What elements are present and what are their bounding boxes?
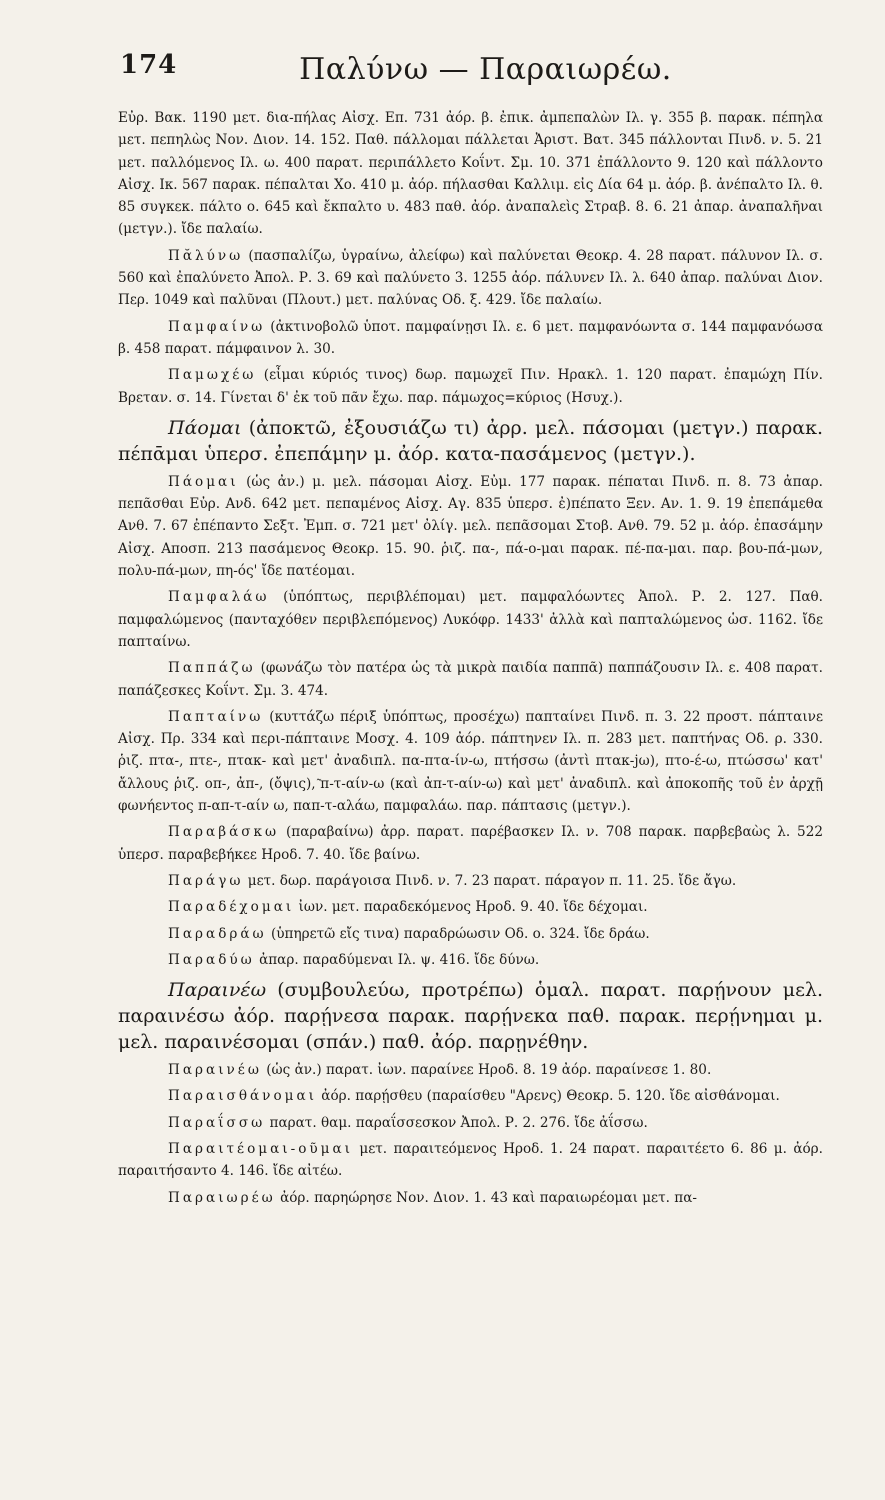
entry-lemma: Παραινέω (168, 979, 267, 1002)
dictionary-entry (118, 949, 823, 971)
entry-text: (ἀκτινοβολῶ ὑποτ. παμφαίνῃσι Ιλ. ε. 6 μετ. παμφανόωντα σ. 144 παμφανόωσα β. 458 παρατ. πάμφαινον λ. 30. (118, 318, 823, 357)
running-head: Παλύνω — Παραιωρέω. (299, 52, 672, 87)
entry-text: μετ. παραιτεόμενος Ηροδ. 1. 24 παρατ. παραιτέετο 6. 86 μ. ἀόρ. παραιτήσαντο 4. 146. ἴδε αἰτέω. (118, 1140, 823, 1180)
dictionary-entry (118, 364, 823, 409)
entry-text: (πασπαλίζω, ὑγραίνω, ἀλείφω) καὶ παλύνεται Θεοκρ. 4. 28 παρατ. πάλυνον Ιλ. σ. 560 καὶ ἐπαλύνετο Ἀπολ. Ρ. 3. 69 καὶ παλύνετο 3. 1255 ἀόρ. πάλυνεν Ιλ. λ. 640 ἀπαρ. παλύναι Διον. Περ. 1049 καὶ παλῦναι (Πλουτ.) μετ. παλύνας Οδ. ξ. 429. ἴδε παλαίω. (118, 247, 823, 309)
entry-text: παρατ. θαμ. παραΐσσεσκον Ἀπολ. Ρ. 2. 276. ἴδε ἀΐσσω. (265, 1114, 648, 1131)
dictionary-entry (118, 586, 823, 653)
entry-text: (ὡς ἀν.) μ. μελ. πάσομαι Αἰσχ. Εὐμ. 177 παρακ. πέπαται Πινδ. π. 8. 73 ἀπαρ. πεπᾶσθαι Εὐρ. Ανδ. 642 μετ. πεπαμένος Αἰσχ. Αγ. 835 ὑπερσ. ἐ)πέπατο Ξεν. Αν. 1. 9. 19 ἐπεπάμεθα Ανθ. 7. 67 ἐπέπαντο Σεξτ. Ἐμπ. σ. 721 μετ' ὀλίγ. μελ. πεπᾶσομαι Στοβ. Ανθ. 79. 52 μ. ἀόρ. ἐπασάμην Αἰσχ. Αποσπ. 213 πασάμενος Θεοκρ. 15. 90. ῥιζ. πα-, πά-ο-μαι παρακ. πέ-πα-μαι. παρ. βου-πά-μων, πολυ-πά-μων, πη-ός' ἴδε πατέομαι. (118, 473, 823, 580)
entry-text: ἀπαρ. παραδύμεναι Ιλ. ψ. 416. ἴδε δύνω. (254, 951, 540, 968)
entry-lemma: Παραδέχομαι (168, 899, 295, 916)
dictionary-entry (118, 1085, 823, 1107)
entry-lemma: Παραδράω (168, 925, 267, 942)
entry-lemma: Πᾰλύνω (168, 247, 244, 264)
dictionary-entry (118, 245, 823, 312)
entry-text: Εὐρ. Βακ. 1190 μετ. δια-πήλας Αἰσχ. Επ. 731 ἀόρ. β. ἐπικ. ἀμπεπαλὼν Ιλ. γ. 355 β. παρακ. πέπηλα μετ. πεπηλὼς Νον. Διον. 14. 152. Παθ. πάλλομαι πάλλεται Ἀριστ. Βατ. 345 πάλλονται Πινδ. ν. 5. 21 μετ. παλλόμενος Ιλ. ω. 400 παρατ. περιπάλλετο Κοΐντ. Σμ. 10. 371 ἐπάλλοντο 9. 120 καὶ πάλλοντο Αἰσχ. Ικ. 567 παρακ. πέπαλται Χο. 410 μ. ἀόρ. πήλασθαι Καλλιμ. εἰς Δία 64 μ. ἀόρ. β. ἀνέπαλτο Ιλ. θ. 85 συγκεκ. πάλτο ο. 645 καὶ ἔκπαλτο υ. 483 παθ. ἀόρ. ἀναπαλεὶς Στραβ. 8. 6. 21 ἀπαρ. ἀναπαλῆναι (μετγν.). ἴδε παλαίω. (118, 110, 823, 238)
dictionary-entry (118, 896, 823, 918)
entry-text: (ὑπηρετῶ εἴς τινα) παραδρώωσιν Οδ. ο. 324. ἴδε δράω. (266, 925, 650, 942)
entry-text: (κυττάζω πέριξ ὑπόπτως, προσέχω) παπταίνει Πινδ. π. 3. 22 προστ. πάπταινε Αἰσχ. Πρ. 334 καὶ περι-πάπταινε Μοσχ. 4. 109 ἀόρ. πάπτηνεν Ιλ. π. 283 μετ. παπτήνας Οδ. ρ. 330. ῥιζ. πτα-, πτε-, πτακ- καὶ μετ' ἀναδιπλ. πα-πτα-ίν-ω, πτήσσω (ἀντὶ πτακ-jω), πτο-έ-ω, πτώσσω' κατ' ἄλλους ῥιζ. οπ-, ἀπ-, (ὄψις), ͂π-τ-αίν-ω (καὶ ἀπ-τ-αίν-ω) καὶ μετ' ἀναδιπλ. καὶ ἀποκοπῆς τοῦ ἐν ἀρχῇ φωνήεντος π-απ-τ-αίν ω, παπ-τ-αλάω, παμφαλάω. παρ. πάπτασις (μετγν.). (118, 708, 823, 815)
dictionary-entry (118, 1138, 823, 1183)
entry-lemma: Παραισθάνομαι (168, 1088, 317, 1105)
dictionary-entry (118, 870, 823, 892)
dictionary-entry (118, 706, 823, 817)
entry-text: (ὑπόπτως, περιβλέπομαι) μετ. παμφαλόωντες Ἀπολ. Ρ. 2. 127. Παθ. παμφαλώμενος (πανταχόθεν περιβλεπόμενος) Λυκόφρ. 1433' ἀλλὰ καὶ παπταλώμενος ὡσ. 1162. ἴδε παπταίνω. (118, 589, 823, 650)
entry-lemma: Πάομαι (168, 416, 242, 439)
entry-text: (ὡς ἀν.) παρατ. ἰων. παραίνεε Ηροδ. 8. 19 ἀόρ. παραίνεσε 1. 80. (261, 1062, 712, 1079)
entry-text: (συμβουλεύω, προτρέπω) ὁμαλ. παρατ. παρῄνουν μελ. παραινέσω ἀόρ. παρῄνεσα παρακ. παρῄνεκα παθ. παρακ. περῄνημαι μ. μελ. παραινέσομαι (σπάν.) παθ. ἀόρ. παρῃνέθην. (118, 979, 823, 1054)
entry-lemma: Παραΐσσω (168, 1114, 266, 1131)
entry-lemma: Παμφαλάω (168, 589, 270, 606)
dictionary-entry (118, 1187, 823, 1209)
dictionary-entry (118, 471, 823, 582)
dictionary-entry (118, 316, 823, 361)
dictionary-entry (118, 657, 823, 702)
entry-lemma: Παπταίνω (168, 708, 264, 725)
entry-text: μετ. δωρ. παράγοισα Πινδ. ν. 7. 23 παρατ. πάραγον π. 11. 25. ἴδε ἄγω. (243, 872, 737, 889)
page-number: 174 (120, 50, 178, 80)
entry-lemma: Παραιτέομαι-οῦμαι (168, 1140, 354, 1157)
dictionary-entry (118, 415, 823, 467)
entry-text: (φωνάζω τὸν πατέρα ὡς τὰ μικρὰ παιδία παππᾶ) παππάζουσιν Ιλ. ε. 408 παρατ. παπάζεσκες Κοΐντ. Σμ. 3. 474. (118, 660, 823, 699)
entry-lemma: Παραβάσκω (168, 824, 280, 841)
entry-lemma: Παμωχέω (168, 367, 257, 384)
entry-lemma: Παραιωρέω (168, 1189, 276, 1206)
dictionary-entry (118, 821, 823, 866)
dictionary-entry (118, 977, 823, 1055)
entries-column (118, 107, 823, 1209)
entry-text: (εἶμαι κύριός τινος) δωρ. παμωχεῖ Πιν. Ηρακλ. 1. 120 παρατ. ἐπαμώχη Πίν. Βρεταν. σ. 14. Γίνεται δ' ἐκ τοῦ πᾶν ἔχω. παρ. πάμωχος=κύριος (Ησυχ.). (118, 367, 823, 406)
entry-lemma: Παππάζω (168, 660, 256, 677)
entry-lemma: Παραινέω (168, 1062, 262, 1079)
entry-lemma: Παράγω (168, 872, 244, 889)
dictionary-entry (118, 1059, 823, 1081)
dictionary-entry (118, 107, 823, 241)
entry-lemma: Παμφαίνω (168, 318, 266, 335)
entry-text: ἀόρ. παρηώρησε Νον. Διον. 1. 43 καὶ παραιωρέομαι μετ. πα- (275, 1189, 697, 1206)
entry-lemma: Πάομαι (168, 473, 239, 490)
dictionary-entry (118, 923, 823, 945)
entry-text: ἀόρ. παρῄσθευ (παραίσθευ "Αρενς) Θεοκρ. 5. 120. ἴδε αἰσθάνομαι. (316, 1088, 780, 1105)
entry-text: (ἀποκτῶ, ἐξουσιάζω τι) ἀρρ. μελ. πάσομαι (μετγν.) παρακ. πέπᾱμαι ὑπερσ. ἐπεπάμην μ. ἀόρ. κατα-πασάμενος (μετγν.). (118, 416, 823, 465)
entry-text: (παραβαίνω) ἀρρ. παρατ. παρέβασκεν Ιλ. ν. 708 παρακ. παρβεβαὼς λ. 522 ὑπερσ. παραβεβήκεε Ηροδ. 7. 40. ἴδε βαίνω. (118, 824, 823, 863)
entry-text: ἰων. μετ. παραδεκόμενος Ηροδ. 9. 40. ἴδε δέχομαι. (294, 899, 648, 916)
dictionary-entry (118, 1112, 823, 1134)
entry-lemma: Παραδύω (168, 951, 255, 968)
